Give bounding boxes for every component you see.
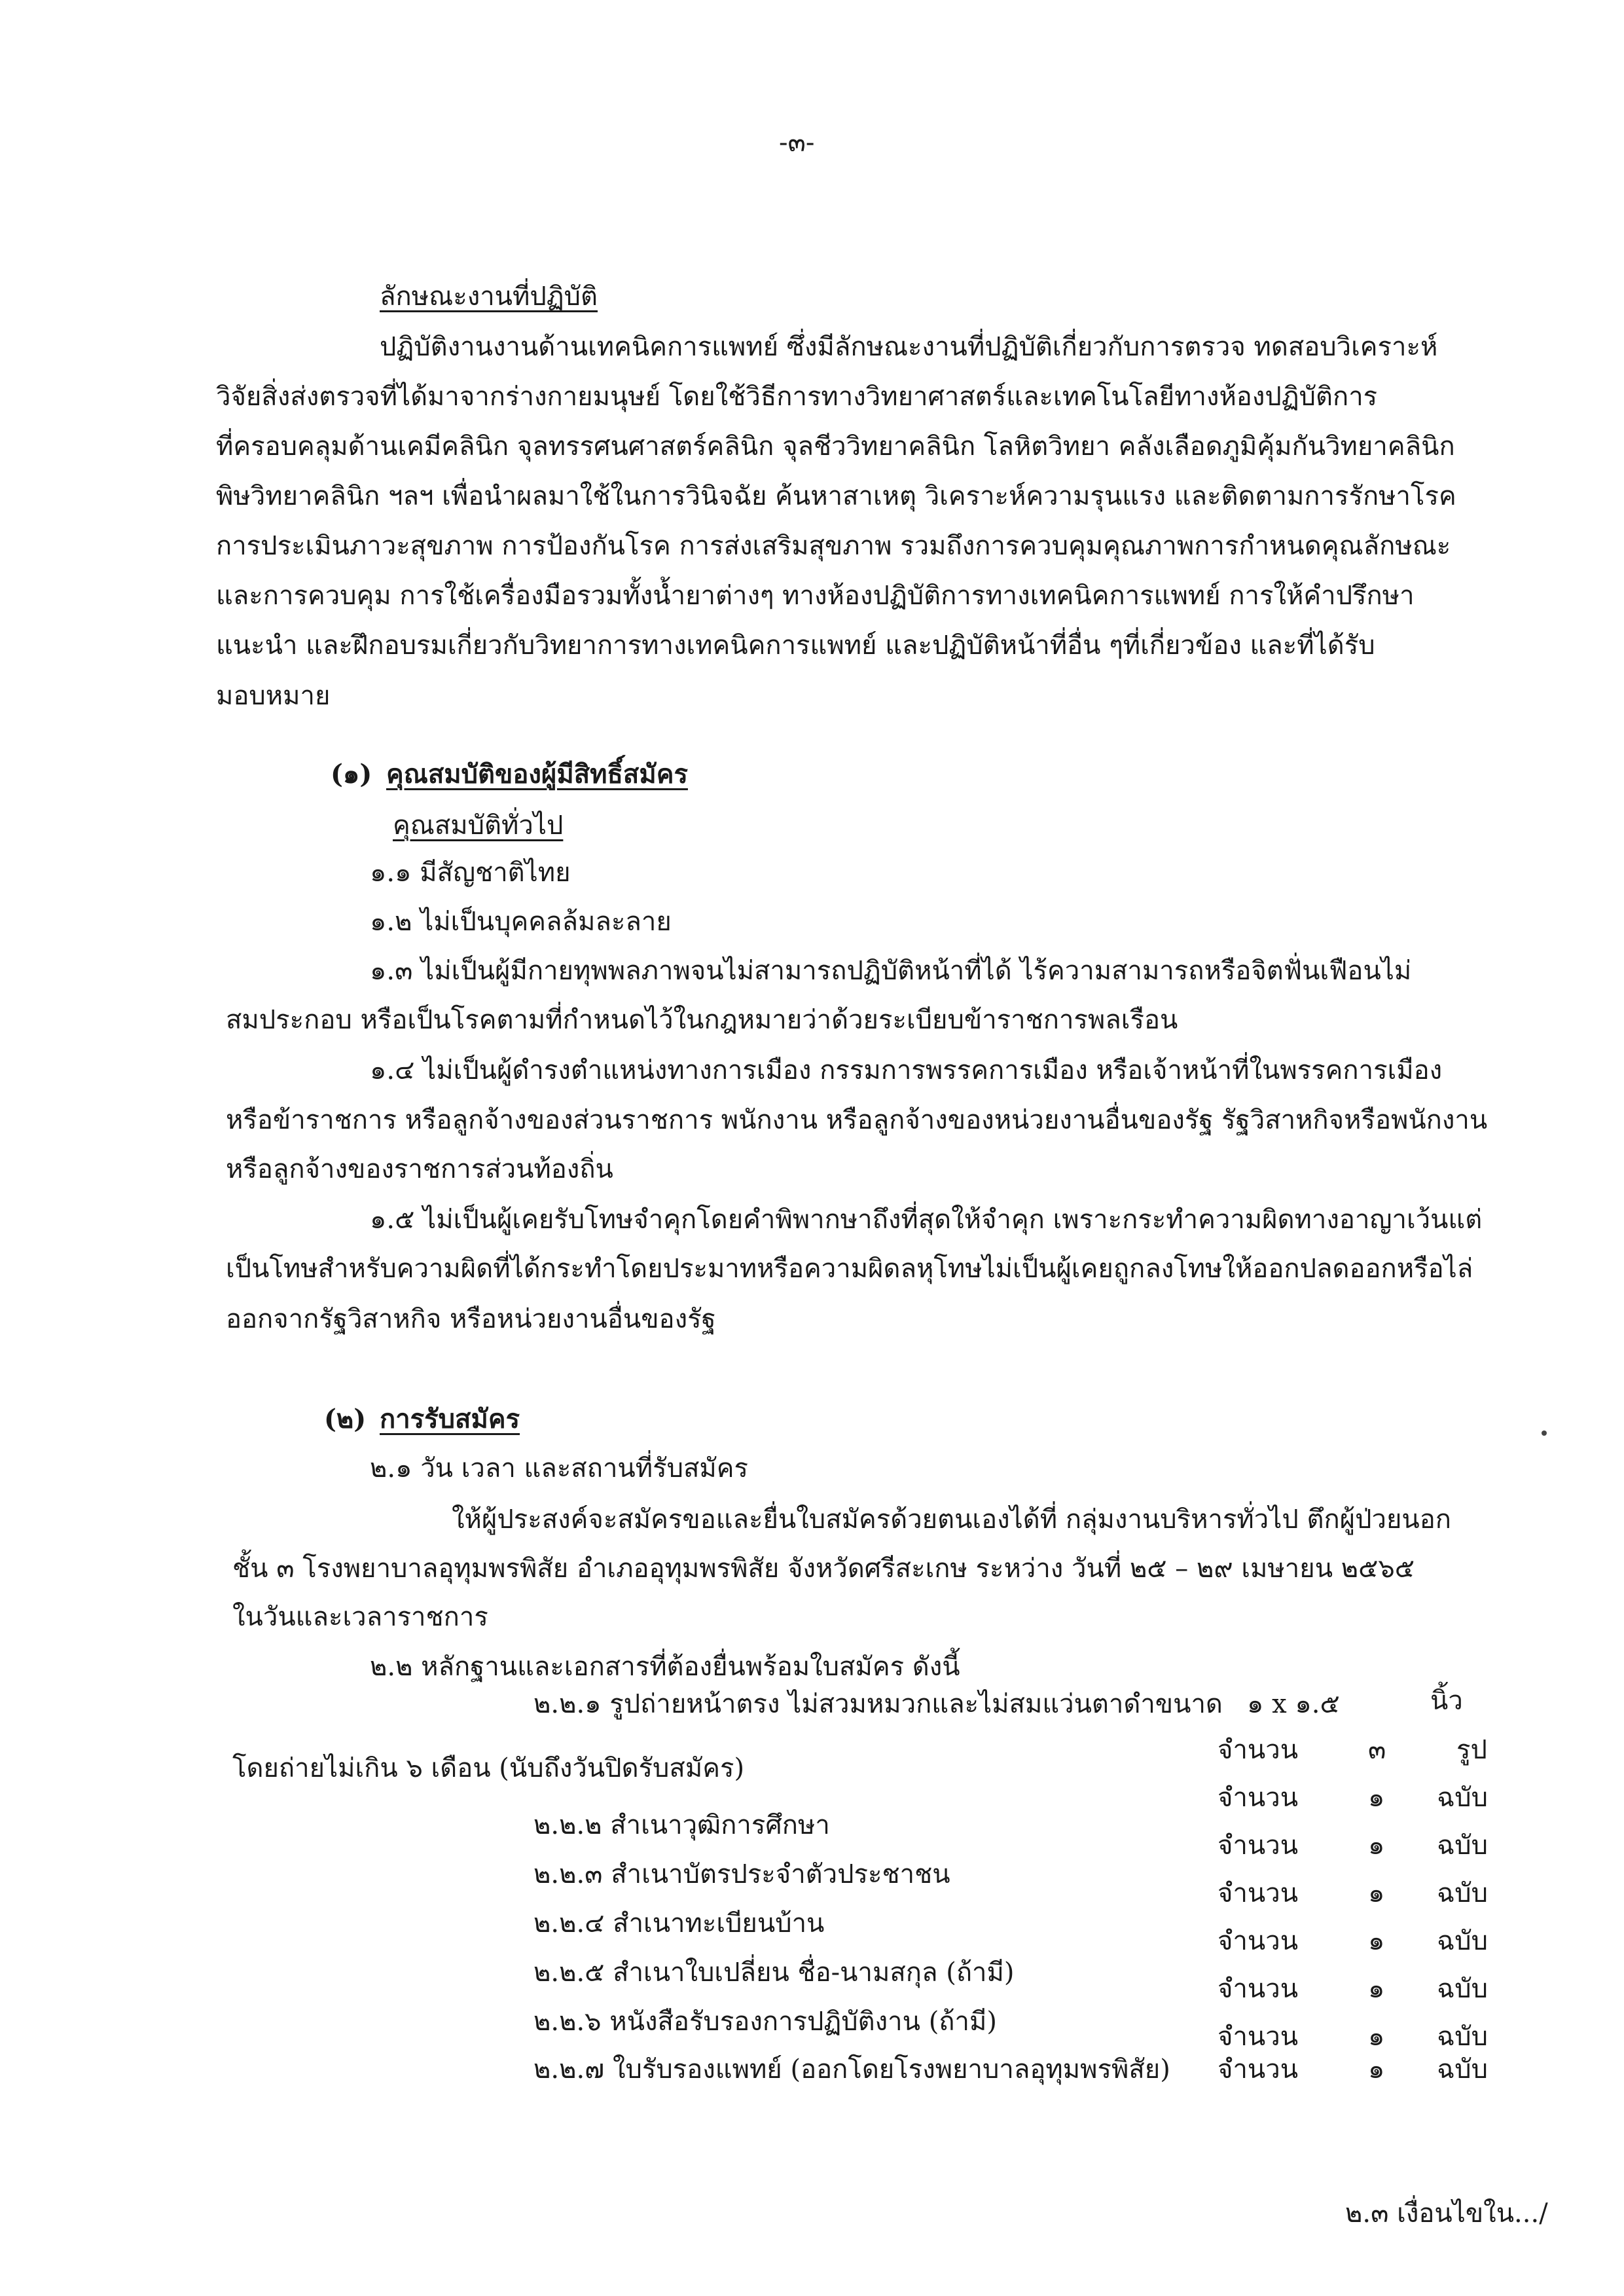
photo-unit: นิ้ว: [1430, 1686, 1463, 1716]
unit: ฉบับ: [1437, 1926, 1489, 1956]
unit: ฉบับ: [1437, 2054, 1489, 2085]
application-text: ในวันและเวลาราชการ: [232, 1602, 488, 1632]
photo-size: ๑ x ๑.๕: [1247, 1689, 1340, 1719]
job-line: แนะนำ และฝึกอบรมเกี่ยวกับวิทยาการทางเทคนิคการแพทย์ และปฏิบัติหน้าที่อื่น ๆที่เกี่ยวข้อง และที่ได้รับ: [216, 630, 1375, 661]
qualification-item: หรือลูกจ้างของราชการส่วนท้องถิ่น: [226, 1154, 613, 1184]
photo-requirement-cont: โดยถ่ายไม่เกิน ๖ เดือน (นับถึงวันปิดรับสมัคร): [232, 1753, 745, 1783]
section1-title: คุณสมบัติของผู้มีสิทธิ์สมัคร: [386, 759, 688, 790]
qty: ๓: [1368, 1735, 1386, 1765]
job-line: ที่ครอบคลุมด้านเคมีคลินิก จุลทรรศนศาสตร์คลินิก จุลชีววิทยาคลินิก โลหิตวิทยา คลังเลือดภูมิคุ้มกันวิทยาคลินิก: [216, 431, 1455, 462]
qty: ๑: [1368, 1783, 1385, 1813]
job-line: มอบหมาย: [216, 681, 331, 711]
qty-label: จำนวน: [1218, 2054, 1299, 2085]
doc-label: ๒.๒.๒ สำเนาวุฒิการศึกษา: [533, 1810, 830, 1840]
unit: ฉบับ: [1437, 1831, 1489, 1861]
continuation-note: ๒.๓ เงื่อนไขใน.../: [1345, 2198, 1548, 2229]
section1-number: (๑): [331, 759, 372, 790]
job-line: ปฏิบัติงานงานด้านเทคนิคการแพทย์ ซึ่งมีลักษณะงานที่ปฏิบัติเกี่ยวกับการตรวจ ทดสอบวิเคราะห์: [380, 332, 1438, 362]
doc-label: ๒.๒.๕ สำเนาใบเปลี่ยน ชื่อ-นามสกุล (ถ้ามี): [533, 1958, 1015, 1988]
unit: ฉบับ: [1437, 1878, 1489, 1908]
doc-label: ๒.๒.๗ ใบรับรองแพทย์ (ออกโดยโรงพยาบาลอุทุมพรพิสัย): [533, 2054, 1170, 2085]
qualification-item: ๑.๔ ไม่เป็นผู้ดำรงตำแหน่งทางการเมือง กรรมการพรรคการเมือง หรือเจ้าหน้าที่ในพรรคการเมือง: [370, 1055, 1443, 1085]
job-line: พิษวิทยาคลินิก ฯลฯ เพื่อนำผลมาใช้ในการวินิจฉัย ค้นหาสาเหตุ วิเคราะห์ความรุนแรง และติดตามการรักษาโรค: [216, 481, 1456, 511]
qty-label: จำนวน: [1218, 1974, 1299, 2004]
qualification-item: หรือข้าราชการ หรือลูกจ้างของส่วนราชการ พนักงาน หรือลูกจ้างของหน่วยงานอื่นของรัฐ รัฐวิสาหกิจหรือพนักงาน: [226, 1105, 1488, 1135]
qty-label: จำนวน: [1218, 1831, 1299, 1861]
section2-sub2: ๒.๒ หลักฐานและเอกสารที่ต้องยื่นพร้อมใบสมัคร ดังนี้: [370, 1652, 960, 1682]
qty-label: จำนวน: [1218, 1878, 1299, 1908]
job-line: และการควบคุม การใช้เครื่องมือรวมทั้งน้ำยาต่างๆ ทางห้องปฏิบัติการทางเทคนิคการแพทย์ การให้คำปรึกษา: [216, 581, 1415, 611]
qty: ๑: [1368, 2054, 1385, 2085]
unit: รูป: [1456, 1735, 1487, 1765]
qty: ๑: [1368, 2022, 1385, 2052]
application-text: ชั้น ๓ โรงพยาบาลอุทุมพรพิสัย อำเภออุทุมพรพิสัย จังหวัดศรีสะเกษ ระหว่าง วันที่ ๒๕ – ๒๙ เมษายน ๒๕๖๕: [232, 1554, 1415, 1584]
qty-label: จำนวน: [1218, 1783, 1299, 1813]
qty-label: จำนวน: [1218, 2022, 1299, 2052]
section2-title: การรับสมัคร: [380, 1404, 520, 1434]
qualification-item: เป็นโทษสำหรับความผิดที่ได้กระทำโดยประมาทหรือความผิดลหุโทษไม่เป็นผู้เคยถูกลงโทษให้ออกปลดออกหรือไล่: [226, 1254, 1473, 1284]
doc-label: ๒.๒.๓ สำเนาบัตรประจำตัวประชาชน: [533, 1859, 950, 1889]
unit: ฉบับ: [1437, 1974, 1489, 2004]
qty-label: จำนวน: [1218, 1735, 1299, 1765]
scan-speck: [1542, 1430, 1547, 1436]
qty-label: จำนวน: [1218, 1926, 1299, 1956]
doc-label: ๒.๒.๖ หนังสือรับรองการปฏิบัติงาน (ถ้ามี): [533, 2007, 997, 2037]
qualification-item: ๑.๕ ไม่เป็นผู้เคยรับโทษจำคุกโดยคำพิพากษาถึงที่สุดให้จำคุก เพราะกระทำความผิดทางอาญาเว้นแต่: [370, 1205, 1483, 1235]
qualification-item: ๑.๒ ไม่เป็นบุคคลล้มละลาย: [370, 907, 672, 937]
unit: ฉบับ: [1437, 1783, 1489, 1813]
qty: ๑: [1368, 1974, 1385, 2004]
qualification-item: ๑.๓ ไม่เป็นผู้มีกายทุพพลภาพจนไม่สามารถปฏิบัติหน้าที่ได้ ไร้ความสามารถหรือจิตฟั่นเฟือนไม่: [370, 956, 1412, 986]
qty: ๑: [1368, 1878, 1385, 1908]
section1-subtitle: คุณสมบัติทั่วไป: [393, 811, 564, 841]
qualification-item: ออกจากรัฐวิสาหกิจ หรือหน่วยงานอื่นของรัฐ: [226, 1304, 716, 1334]
qualification-item: ๑.๑ มีสัญชาติไทย: [370, 858, 571, 888]
doc-label: ๒.๒.๔ สำเนาทะเบียนบ้าน: [533, 1908, 825, 1939]
photo-requirement: ๒.๒.๑ รูปถ่ายหน้าตรง ไม่สวมหมวกและไม่สมแว่นตาดำขนาด: [533, 1689, 1223, 1719]
section2-sub1: ๒.๑ วัน เวลา และสถานที่รับสมัคร: [370, 1453, 749, 1484]
qty: ๑: [1368, 1926, 1385, 1956]
page-number: -๓-: [779, 128, 815, 158]
unit: ฉบับ: [1437, 2022, 1489, 2052]
section2-number: (๒): [324, 1404, 367, 1434]
job-heading: ลักษณะงานที่ปฏิบัติ: [380, 282, 598, 312]
qty: ๑: [1368, 1831, 1385, 1861]
job-line: การประเมินภาวะสุขภาพ การป้องกันโรค การส่งเสริมสุขภาพ รวมถึงการควบคุมคุณภาพการกำหนดคุณลักษณะ: [216, 531, 1451, 561]
application-text: ให้ผู้ประสงค์จะสมัครขอและยื่นใบสมัครด้วยตนเองได้ที่ กลุ่มงานบริหารทั่วไป ตึกผู้ป่วยนอก: [452, 1504, 1451, 1535]
job-line: วิจัยสิ่งส่งตรวจที่ได้มาจากร่างกายมนุษย์ โดยใช้วิธีการทางวิทยาศาสตร์และเทคโนโลยีทางห้องปฏิบัติการ: [216, 382, 1378, 412]
qualification-item: สมประกอบ หรือเป็นโรคตามที่กำหนดไว้ในกฎหมายว่าด้วยระเบียบข้าราชการพลเรือน: [226, 1005, 1178, 1035]
